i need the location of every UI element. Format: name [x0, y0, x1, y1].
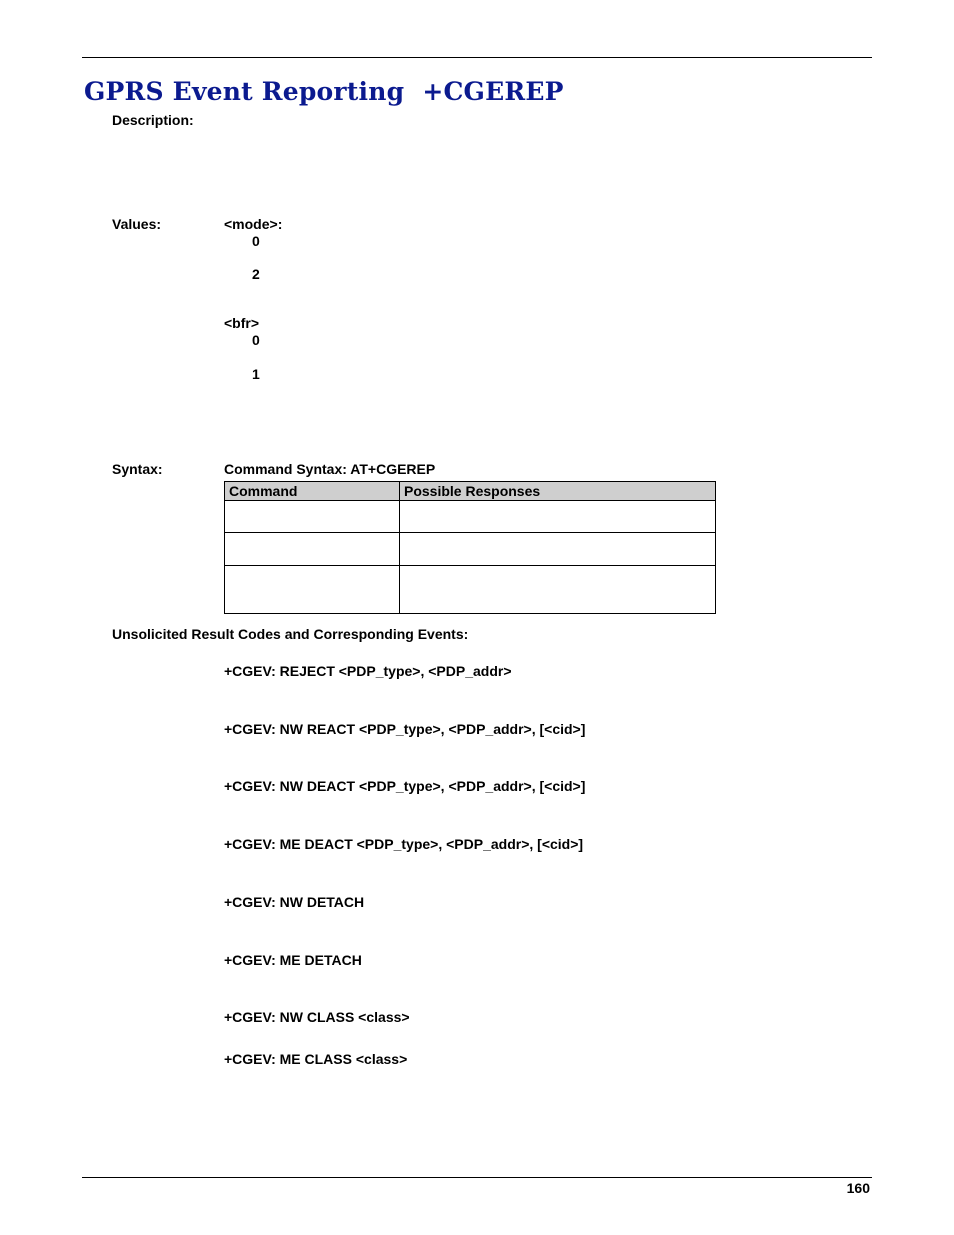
table-cell — [400, 501, 716, 533]
command-table — [224, 481, 716, 614]
table-row — [225, 533, 716, 566]
page-number: 160 — [846, 1180, 870, 1196]
command-syntax: Command Syntax: AT+CGEREP — [224, 461, 436, 477]
table-cell — [225, 566, 400, 614]
mode-option-0: 0 — [252, 233, 260, 249]
table-header-row — [225, 482, 716, 501]
unsolicited-code-me-detach: +CGEV: ME DETACH — [224, 952, 362, 968]
description-label: Description: — [112, 112, 194, 128]
table-cell — [225, 501, 400, 533]
unsolicited-code-nw-class: +CGEV: NW CLASS <class> — [224, 1009, 410, 1025]
header-possible-responses: Possible Responses — [400, 482, 716, 501]
bfr-option-1: 1 — [252, 366, 260, 382]
title-main: GPRS Event Reporting — [84, 77, 405, 106]
unsolicited-heading: Unsolicited Result Codes and Corresponding Events: — [112, 626, 469, 642]
bfr-option-0: 0 — [252, 332, 260, 348]
unsolicited-code-nw-deact: +CGEV: NW DEACT <PDP_type>, <PDP_addr>, [<cid>] — [224, 778, 586, 794]
table-row — [225, 501, 716, 533]
unsolicited-code-reject: +CGEV: REJECT <PDP_type>, <PDP_addr> — [224, 663, 512, 679]
mode-option-2: 2 — [252, 266, 260, 282]
table-row — [225, 566, 716, 614]
mode-param: <mode>: — [224, 216, 283, 232]
unsolicited-code-me-deact: +CGEV: ME DEACT <PDP_type>, <PDP_addr>, [<cid>] — [224, 836, 584, 852]
syntax-label: Syntax: — [112, 461, 163, 477]
table-cell — [225, 533, 400, 566]
table-cell — [400, 566, 716, 614]
unsolicited-code-me-class: +CGEV: ME CLASS <class> — [224, 1051, 408, 1067]
values-label: Values: — [112, 216, 162, 232]
unsolicited-code-nw-react: +CGEV: NW REACT <PDP_type>, <PDP_addr>, [<cid>] — [224, 721, 586, 737]
title-command: +CGEREP — [422, 77, 564, 106]
page-title — [84, 77, 564, 106]
header-command: Command — [225, 482, 400, 501]
unsolicited-code-nw-detach: +CGEV: NW DETACH — [224, 894, 365, 910]
table-cell — [400, 533, 716, 566]
bfr-param: <bfr> — [224, 315, 260, 331]
footer-rule — [82, 1177, 872, 1178]
header-rule — [82, 57, 872, 58]
